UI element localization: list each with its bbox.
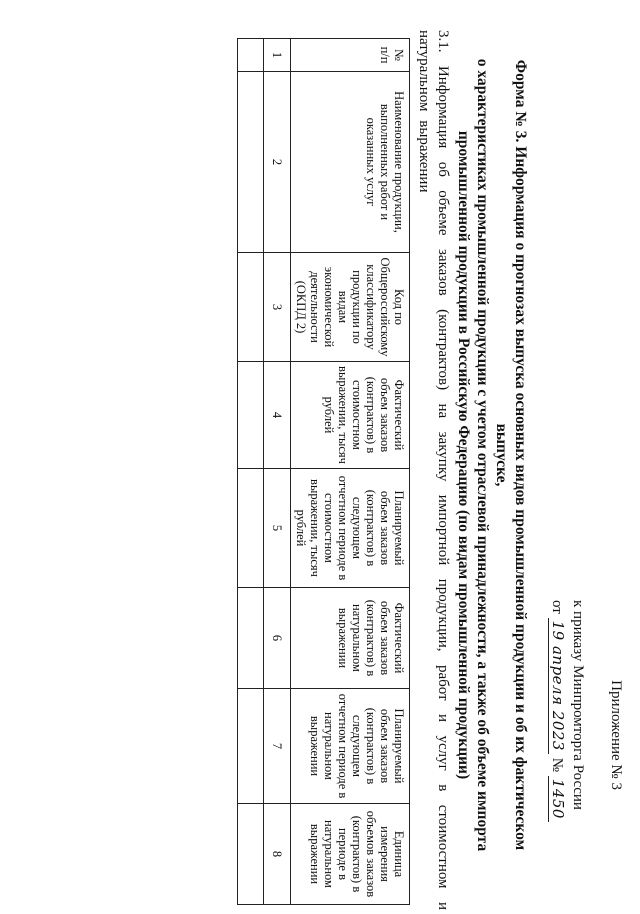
order-line: к приказу Минпромторга России bbox=[570, 600, 586, 810]
header-cell: Единица измерения объемов заказов (контрактов) в периоде в натуральном выражении bbox=[291, 804, 410, 905]
header-cell: Планируемый объем заказов (контрактов) в следующем отчетном периоде в стоимостном выражении, тысяч рублей bbox=[291, 469, 410, 588]
column-number: 4 bbox=[264, 362, 291, 469]
order-date-line bbox=[547, 600, 568, 900]
header-cell: Фактический объем заказов (контрактов) в стоимостном выражении, тысяч рублей bbox=[291, 362, 410, 469]
header-row bbox=[291, 39, 410, 905]
blank-cell bbox=[238, 362, 264, 469]
form-title-line: Форма № 3. Информация о прогнозах выпуска основных видов промышленной продукции и об их фактическом выпуске, bbox=[493, 59, 529, 851]
form-title bbox=[454, 40, 530, 870]
column-number: 7 bbox=[264, 689, 291, 804]
column-number: 2 bbox=[264, 72, 291, 253]
order-reference bbox=[547, 600, 588, 900]
contracts-table bbox=[237, 38, 410, 905]
column-number-row bbox=[264, 39, 291, 905]
blank-cell bbox=[238, 72, 264, 253]
order-number-label: № bbox=[549, 757, 565, 773]
header-cell: Фактический объем заказов (контрактов) в натуральном выражении bbox=[291, 588, 410, 689]
blank-cell bbox=[238, 469, 264, 588]
order-from-label: от bbox=[549, 600, 565, 614]
appendix-title: Приложение № 3 bbox=[608, 680, 624, 790]
column-number: 5 bbox=[264, 469, 291, 588]
form-title-line: промышленной продукции в Российскую Федерацию (по видам промышленной продукции) bbox=[455, 130, 472, 780]
blank-cell bbox=[238, 689, 264, 804]
blank-row bbox=[238, 39, 264, 905]
blank-cell bbox=[238, 804, 264, 905]
header-cell: Наименование продукции, выполненных работ и оказанных услуг bbox=[291, 72, 410, 253]
blank-cell bbox=[238, 253, 264, 362]
header-cell: Код по Общероссийскому классификатору продукции по видам экономической деятельности (ОКПД 2) bbox=[291, 253, 410, 362]
order-number: 1450 bbox=[548, 776, 567, 822]
column-number: 6 bbox=[264, 588, 291, 689]
form-title-line: о характеристиках промышленной продукции с учетом отраслевой принадлежности, а также об объеме импорта bbox=[474, 58, 491, 852]
column-number: 8 bbox=[264, 804, 291, 905]
blank-cell bbox=[238, 39, 264, 72]
header-cell: № п/п bbox=[291, 39, 410, 72]
column-number: 1 bbox=[264, 39, 291, 72]
order-date: 19 апреля 2023 bbox=[548, 618, 567, 754]
column-number: 3 bbox=[264, 253, 291, 362]
header-cell: Планируемый объем заказов (контрактов) в следующем отчетном периоде в натуральном выражении bbox=[291, 689, 410, 804]
section-heading: 3.1. Информация об объеме заказов (контрактов) на закупку импортной продукции, работ и услуг в стоимостном и натуральном выражении bbox=[416, 30, 451, 910]
blank-cell bbox=[238, 588, 264, 689]
